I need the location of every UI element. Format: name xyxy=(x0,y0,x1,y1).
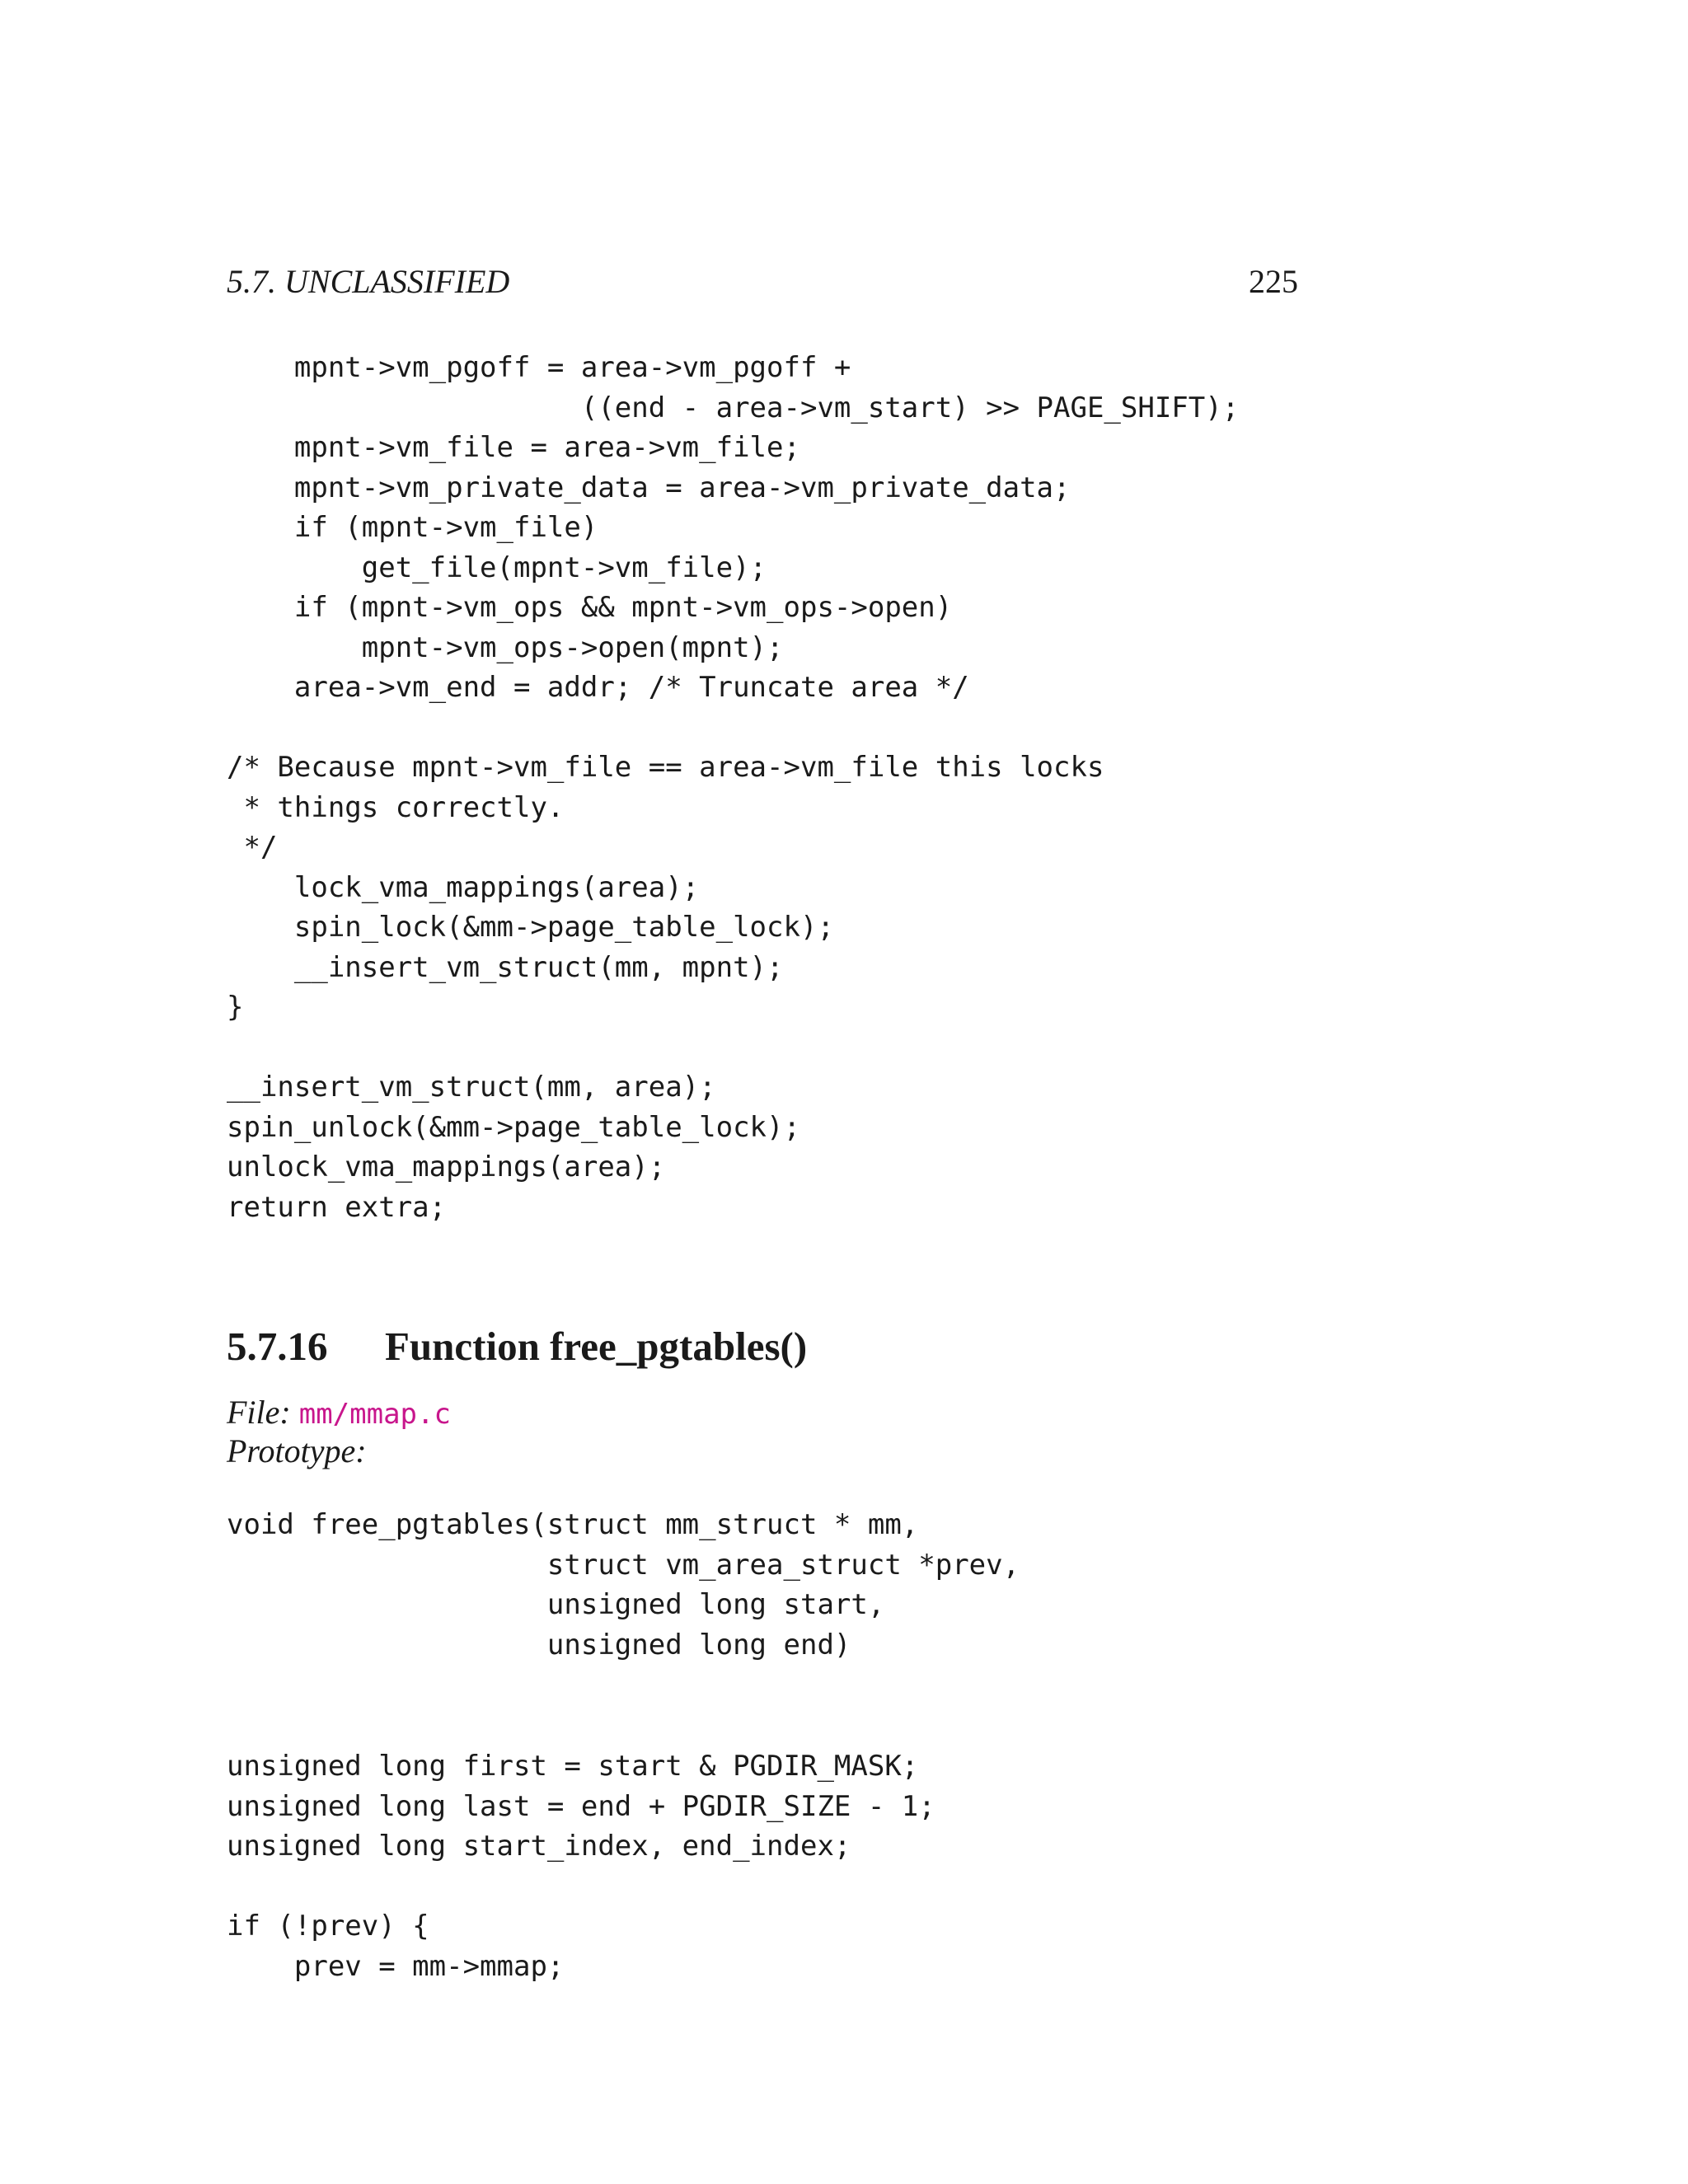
code-line: struct vm_area_struct *prev, xyxy=(227,1548,1020,1582)
section-number: 5.7.16 xyxy=(227,1324,328,1369)
code-line xyxy=(227,708,1239,748)
code-line: ((end - area->vm_start) >> PAGE_SHIFT); xyxy=(227,391,1240,424)
code-line: /* Because mpnt->vm_file == area->vm_file this locks xyxy=(227,751,1104,784)
code-line: unsigned long last = end + PGDIR_SIZE - 1; xyxy=(227,1789,935,1823)
code-line: area->vm_end = addr; /* Truncate area */ xyxy=(227,671,969,704)
code-line: unsigned long end) xyxy=(227,1628,851,1661)
code-line: lock_vma_mappings(area); xyxy=(227,870,700,904)
code-line: unsigned long start_index, end_index; xyxy=(227,1830,851,1863)
code-line: if (!prev) { xyxy=(227,1910,429,1943)
code-line: mpnt->vm_private_data = area->vm_private_data; xyxy=(227,471,1071,504)
code-line xyxy=(227,1028,1239,1068)
code-line: } xyxy=(227,991,244,1024)
code-line: if (mpnt->vm_file) xyxy=(227,511,598,544)
page-number: 225 xyxy=(1249,263,1298,300)
code-line: return extra; xyxy=(227,1190,447,1224)
code-line: spin_lock(&mm->page_table_lock); xyxy=(227,911,834,944)
code-line: spin_unlock(&mm->page_table_lock); xyxy=(227,1110,800,1144)
code-line: __insert_vm_struct(mm, mpnt); xyxy=(227,950,784,984)
code-line: prev = mm->mmap; xyxy=(227,1949,565,1983)
code-line: */ xyxy=(227,831,278,864)
prototype-code xyxy=(227,1505,1020,1665)
running-head-section: 5.7. UNCLASSIFIED xyxy=(227,263,510,300)
section-title: Function free_pgtables() xyxy=(385,1324,808,1369)
section-heading xyxy=(227,1323,807,1370)
prototype-line xyxy=(227,1432,367,1470)
code-line: mpnt->vm_ops->open(mpnt); xyxy=(227,630,784,664)
file-line xyxy=(227,1393,451,1432)
code-line: get_file(mpnt->vm_file); xyxy=(227,551,767,584)
code-line: unlock_vma_mappings(area); xyxy=(227,1151,666,1183)
code-block-2 xyxy=(227,1746,935,1986)
code-line: void free_pgtables(struct mm_struct * mm, xyxy=(227,1508,919,1541)
file-path-link[interactable]: mm/mmap.c xyxy=(298,1398,451,1431)
code-block-1 xyxy=(227,348,1239,1227)
code-line: * things correctly. xyxy=(227,790,565,824)
code-line: unsigned long first = start & PGDIR_MASK; xyxy=(227,1750,919,1783)
code-line: if (mpnt->vm_ops && mpnt->vm_ops->open) xyxy=(227,591,953,624)
code-line xyxy=(227,1867,935,1907)
file-label: File: xyxy=(227,1394,291,1431)
running-head xyxy=(227,262,1298,305)
code-line: mpnt->vm_file = area->vm_file; xyxy=(227,431,800,464)
prototype-label: Prototype: xyxy=(227,1432,367,1469)
code-line: unsigned long start, xyxy=(227,1588,885,1621)
code-line: __insert_vm_struct(mm, area); xyxy=(227,1071,716,1104)
code-line: mpnt->vm_pgoff = area->vm_pgoff + xyxy=(227,351,851,384)
